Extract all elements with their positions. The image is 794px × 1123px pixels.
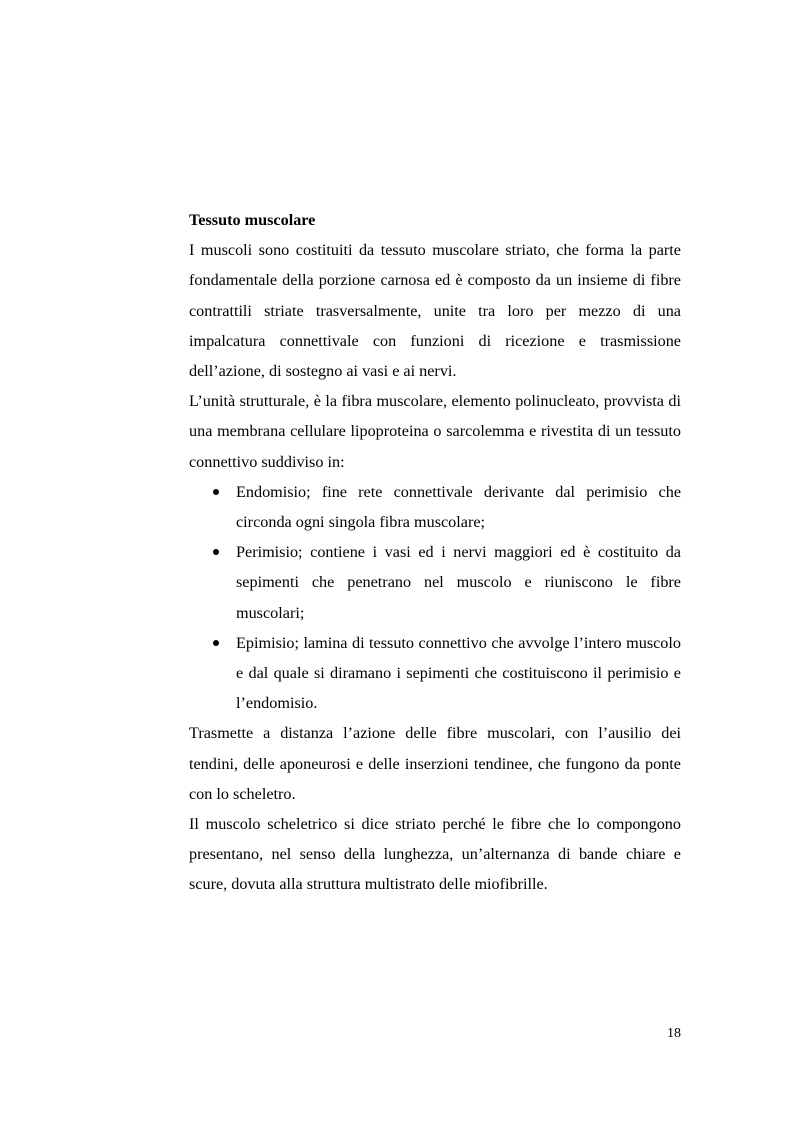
- page-body: [189, 205, 681, 900]
- bullet-icon: [213, 489, 219, 495]
- list-item-text: Epimisio; lamina di tessuto connettivo che avvolge l’intero muscolo e dal quale si diramano i sepimenti che costituiscono il perimisio e l’endomisio.: [236, 633, 681, 713]
- paragraph-striated: Il muscolo scheletrico si dice striato perché le fibre che lo compongono presentano, nel senso della lunghezza, un’alternanza di bande chiare e scure, dovuta alla struttura multistrato delle miofibrille.: [189, 815, 681, 894]
- section-heading: Tessuto muscolare: [189, 211, 316, 229]
- list-item-text: Endomisio; fine rete connettivale derivante dal perimisio che circonda ogni singola fibra muscolare;: [236, 482, 681, 532]
- list-item-endomisio: [189, 477, 681, 537]
- list-item-epimisio: [189, 628, 681, 719]
- list-item-perimisio: [189, 537, 681, 628]
- page-number: 18: [667, 1026, 681, 1041]
- list-item-text: Perimisio; contiene i vasi ed i nervi maggiori ed è costituito da sepimenti che penetrano nel muscolo e riuniscono le fibre muscolari;: [236, 543, 681, 622]
- paragraph-intro: I muscoli sono costituiti da tessuto muscolare striato, che forma la parte fondamentale della porzione carnosa ed è composto da un insieme di fibre contrattili striate trasversalmente, unite tra loro per mezzo di una impalcatura connettivale con funzioni di ricezione e trasmissione dell’azione, di sostegno ai vasi e ai nervi.: [189, 241, 681, 381]
- paragraph-structural-unit: L’unità strutturale, è la fibra muscolare, elemento polinucleato, provvista di una membrana cellulare lipoproteina o sarcolemma e rivestita di un tessuto connettivo suddiviso in:: [189, 392, 681, 471]
- paragraph-transmission: Trasmette a distanza l’azione delle fibre muscolari, con l’ausilio dei tendini, delle aponeurosi e delle inserzioni tendinee, che fungono da ponte con lo scheletro.: [189, 724, 681, 803]
- bullet-icon: [213, 640, 219, 646]
- bullet-icon: [213, 549, 219, 555]
- bullet-list: [189, 477, 681, 719]
